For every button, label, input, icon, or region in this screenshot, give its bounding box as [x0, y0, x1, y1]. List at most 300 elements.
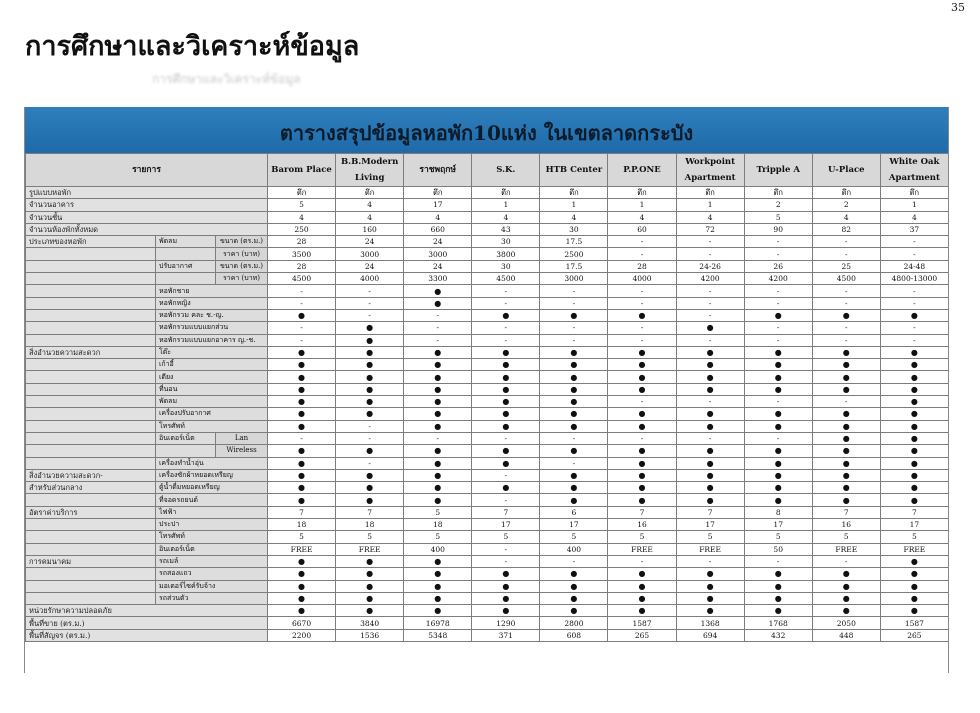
table-row [26, 457, 949, 469]
table-cell: ● [880, 408, 948, 420]
table-cell: ● [404, 371, 472, 383]
table-cell: ● [472, 580, 540, 592]
table-cell: ● [336, 592, 404, 604]
table-cell: ● [744, 445, 812, 457]
row-subcategory [156, 248, 216, 260]
table-cell: ● [608, 445, 676, 457]
table-cell: - [744, 285, 812, 297]
row-unit: ขนาด (ตร.ม.) [216, 260, 268, 272]
table-cell: ● [472, 396, 540, 408]
table-cell: ● [472, 457, 540, 469]
table-cell: ● [676, 371, 744, 383]
row-subcategory: อินเตอร์เน็ต [156, 543, 268, 555]
table-cell: 4 [472, 211, 540, 223]
table-cell: - [744, 322, 812, 334]
row-category [26, 322, 156, 334]
table-cell: ● [880, 469, 948, 481]
table-cell: 7 [608, 506, 676, 518]
row-subcategory: มอเตอร์ไซค์รับจ้าง [156, 580, 268, 592]
table-cell: ● [608, 494, 676, 506]
table-cell: ● [404, 408, 472, 420]
row-subcategory: เครื่องทำน้ำอุ่น [156, 457, 268, 469]
table-cell: 82 [812, 223, 880, 235]
table-cell: ● [540, 371, 608, 383]
table-cell: ● [472, 482, 540, 494]
table-cell: - [812, 322, 880, 334]
table-cell: ● [404, 297, 472, 309]
table-row [26, 273, 949, 285]
row-subcategory: โทรศัพท์ [156, 420, 268, 432]
table-cell: ● [608, 469, 676, 481]
table-cell: ● [268, 568, 336, 580]
row-category [26, 445, 156, 457]
table-cell: - [744, 432, 812, 444]
table-cell: - [472, 322, 540, 334]
table-cell: 17 [472, 519, 540, 531]
table-cell: ● [404, 396, 472, 408]
table-cell: - [676, 236, 744, 248]
table-cell: 24-26 [676, 260, 744, 272]
table-cell: ● [404, 592, 472, 604]
table-cell: ● [880, 592, 948, 604]
table-row [26, 605, 949, 617]
table-row [26, 346, 949, 358]
table-cell: - [472, 494, 540, 506]
table-cell: 265 [608, 629, 676, 641]
ghost-subtitle: การศึกษาและวิเคราะห์ข้อมูล [152, 72, 301, 86]
table-cell: - [812, 334, 880, 346]
row-subcategory: ปรับอากาศ [156, 260, 216, 272]
table-cell: ● [676, 580, 744, 592]
row-category: ประเภทของหอพัก [26, 236, 156, 248]
table-cell: ตึก [608, 187, 676, 199]
table-cell: 250 [268, 223, 336, 235]
table-cell: 4 [676, 211, 744, 223]
table-cell: ● [404, 555, 472, 567]
row-subcategory: เครื่องซักผ้าหยอดเหรียญ [156, 469, 268, 481]
table-cell: 3500 [268, 248, 336, 260]
page-title: การศึกษาและวิเคราะห์ข้อมูล [25, 31, 360, 62]
table-cell: ● [744, 420, 812, 432]
table-cell: - [268, 432, 336, 444]
table-cell: ● [540, 309, 608, 321]
table-cell: 17 [744, 519, 812, 531]
table-cell: 5 [880, 531, 948, 543]
table-cell: - [744, 334, 812, 346]
table-cell: ● [404, 605, 472, 617]
table-cell: - [744, 396, 812, 408]
table-cell: ● [268, 359, 336, 371]
table-cell: ● [744, 494, 812, 506]
row-subcategory: โต๊ะ [156, 346, 268, 358]
table-cell: ● [744, 408, 812, 420]
row-category [26, 420, 156, 432]
table-cell: ● [268, 494, 336, 506]
table-cell: ● [540, 592, 608, 604]
table-cell: 1587 [608, 617, 676, 629]
table-cell: ● [472, 408, 540, 420]
table-cell: 43 [472, 223, 540, 235]
table-cell: ● [880, 494, 948, 506]
table-cell: - [744, 555, 812, 567]
table-cell: ● [812, 371, 880, 383]
table-cell: ● [812, 346, 880, 358]
table-cell: 4 [268, 211, 336, 223]
table-cell: ● [812, 408, 880, 420]
row-category: การคมนาคม [26, 555, 156, 567]
dormitory-summary-table [25, 153, 949, 642]
row-subcategory: ที่นอน [156, 383, 268, 395]
table-cell: ● [812, 309, 880, 321]
row-subcategory: หอพักรวม คละ ช.-ญ. [156, 309, 268, 321]
table-row [26, 506, 949, 518]
row-subcategory: พัดลม [156, 236, 216, 248]
table-cell: 4 [880, 211, 948, 223]
table-cell: 660 [404, 223, 472, 235]
table-row [26, 519, 949, 531]
table-cell: ตึก [880, 187, 948, 199]
table-cell: ● [812, 592, 880, 604]
table-cell: ● [880, 457, 948, 469]
table-cell: ● [880, 346, 948, 358]
table-cell: ● [744, 383, 812, 395]
table-row [26, 432, 949, 444]
table-cell: ตึก [472, 187, 540, 199]
table-cell: ● [268, 309, 336, 321]
table-cell: 400 [404, 543, 472, 555]
table-cell: ● [812, 432, 880, 444]
table-row [26, 359, 949, 371]
row-subcategory [156, 445, 216, 457]
table-cell: ● [608, 383, 676, 395]
row-subcategory: เตียง [156, 371, 268, 383]
table-cell: FREE [812, 543, 880, 555]
header-label: รายการ [26, 154, 268, 187]
table-cell: ● [336, 482, 404, 494]
row-unit: ราคา (บาท) [216, 273, 268, 285]
row-subcategory: ที่จอดรถยนต์ [156, 494, 268, 506]
table-cell: 28 [268, 260, 336, 272]
row-category [26, 297, 156, 309]
table-cell: ● [268, 555, 336, 567]
table-cell: ● [336, 555, 404, 567]
table-cell: ● [336, 580, 404, 592]
row-subcategory: รถส่วนตัว [156, 592, 268, 604]
table-cell: ● [608, 482, 676, 494]
table-row [26, 531, 949, 543]
table-cell: 25 [812, 260, 880, 272]
table-cell: ● [268, 346, 336, 358]
table-row [26, 285, 949, 297]
table-cell: ● [744, 457, 812, 469]
table-cell: 24 [404, 236, 472, 248]
row-subcategory: รถเมล์ [156, 555, 268, 567]
table-cell: 18 [336, 519, 404, 531]
table-row [26, 568, 949, 580]
row-category: สิ่งอำนวยความสะดวก [26, 346, 156, 358]
table-cell: 1 [540, 199, 608, 211]
table-cell: - [812, 285, 880, 297]
table-cell: - [608, 322, 676, 334]
table-cell: - [540, 555, 608, 567]
row-unit: ราคา (บาท) [216, 248, 268, 260]
table-cell: - [472, 334, 540, 346]
table-cell: - [404, 432, 472, 444]
table-cell: 5 [608, 531, 676, 543]
table-cell: ● [744, 482, 812, 494]
table-cell: ● [608, 605, 676, 617]
table-cell: ● [608, 371, 676, 383]
table-cell: ● [676, 482, 744, 494]
row-category: จำนวนชั้น [26, 211, 268, 223]
table-cell: ● [744, 605, 812, 617]
table-cell: ● [744, 359, 812, 371]
table-cell: ● [472, 346, 540, 358]
table-cell: ● [268, 420, 336, 432]
table-cell: ● [336, 568, 404, 580]
row-category [26, 334, 156, 346]
table-cell: ● [880, 555, 948, 567]
column-header: ราชพฤกษ์ [404, 154, 472, 187]
table-cell: 17 [880, 519, 948, 531]
table-cell: 18 [268, 519, 336, 531]
row-subcategory [156, 273, 216, 285]
table-cell: - [404, 322, 472, 334]
table-cell: 160 [336, 223, 404, 235]
table-cell: ● [540, 396, 608, 408]
table-cell: ● [268, 396, 336, 408]
table-cell: ● [268, 592, 336, 604]
table-cell: ● [336, 383, 404, 395]
table-cell: ● [336, 494, 404, 506]
table-cell: 26 [744, 260, 812, 272]
table-cell: - [880, 285, 948, 297]
table-cell: ● [404, 494, 472, 506]
table-cell: 90 [744, 223, 812, 235]
table-cell: ● [744, 346, 812, 358]
table-cell: ● [472, 359, 540, 371]
table-cell: - [336, 285, 404, 297]
table-cell: - [676, 334, 744, 346]
table-cell: 60 [608, 223, 676, 235]
table-cell: 72 [676, 223, 744, 235]
table-cell: ● [744, 592, 812, 604]
table-cell: 7 [880, 506, 948, 518]
table-cell: ● [880, 580, 948, 592]
column-header: U-Place [812, 154, 880, 187]
table-cell: - [812, 297, 880, 309]
table-cell: ● [608, 592, 676, 604]
table-cell: ● [540, 359, 608, 371]
table-row [26, 260, 949, 272]
row-category [26, 359, 156, 371]
table-cell: ● [540, 420, 608, 432]
row-subcategory: ประปา [156, 519, 268, 531]
table-cell: ● [404, 285, 472, 297]
table-cell: - [676, 396, 744, 408]
table-row [26, 309, 949, 321]
row-category: สำหรับส่วนกลาง [26, 482, 156, 494]
table-row [26, 236, 949, 248]
table-cell: ● [812, 469, 880, 481]
row-category [26, 432, 156, 444]
table-cell: ● [880, 445, 948, 457]
table-cell: ● [472, 383, 540, 395]
table-cell: ● [472, 309, 540, 321]
table-cell: 3800 [472, 248, 540, 260]
table-cell: ตึก [540, 187, 608, 199]
table-cell: 50 [744, 543, 812, 555]
table-title: ตารางสรุปข้อมูลหอพัก10แห่ง ในเขตลาดกระบัง [25, 107, 948, 153]
table-cell: - [472, 555, 540, 567]
table-cell: ● [744, 371, 812, 383]
table-cell: - [268, 297, 336, 309]
table-cell: ● [676, 383, 744, 395]
table-cell: ● [268, 605, 336, 617]
table-cell: - [472, 543, 540, 555]
row-subcategory: หอพักรวมแบบแยกอาคาร ญ.-ช. [156, 334, 268, 346]
table-cell: 17.5 [540, 236, 608, 248]
table-cell: 24-48 [880, 260, 948, 272]
table-cell: ● [676, 408, 744, 420]
table-cell: 1768 [744, 617, 812, 629]
table-cell: - [608, 432, 676, 444]
table-cell: - [880, 248, 948, 260]
table-cell: ● [812, 420, 880, 432]
table-cell: ● [404, 346, 472, 358]
table-cell: ● [268, 383, 336, 395]
table-cell: ● [336, 445, 404, 457]
table-cell: ตึก [268, 187, 336, 199]
table-cell: ● [812, 359, 880, 371]
table-cell: ● [404, 383, 472, 395]
table-cell: ● [676, 469, 744, 481]
row-subcategory: ตู้น้ำดื่มหยอดเหรียญ [156, 482, 268, 494]
table-row [26, 396, 949, 408]
table-cell: 17 [676, 519, 744, 531]
table-cell: 1368 [676, 617, 744, 629]
table-row [26, 322, 949, 334]
table-cell: - [540, 432, 608, 444]
table-row [26, 187, 949, 199]
table-cell: 24 [404, 260, 472, 272]
table-cell: FREE [676, 543, 744, 555]
table-row [26, 334, 949, 346]
table-cell: 3840 [336, 617, 404, 629]
table-cell: ● [268, 408, 336, 420]
table-cell: 28 [268, 236, 336, 248]
table-row [26, 297, 949, 309]
table-cell: ● [676, 322, 744, 334]
table-cell: ● [540, 605, 608, 617]
table-cell: - [472, 285, 540, 297]
table-cell: 4500 [268, 273, 336, 285]
table-cell: - [676, 285, 744, 297]
table-cell: - [608, 248, 676, 260]
table-cell: 28 [608, 260, 676, 272]
row-category [26, 568, 156, 580]
table-cell: ตึก [336, 187, 404, 199]
table-cell: ● [608, 420, 676, 432]
table-cell: 265 [880, 629, 948, 641]
table-cell: - [608, 334, 676, 346]
table-cell: - [676, 248, 744, 260]
table-cell: ตึก [404, 187, 472, 199]
table-cell: 4000 [608, 273, 676, 285]
table-cell: ● [404, 469, 472, 481]
row-category [26, 494, 156, 506]
table-cell: ● [676, 346, 744, 358]
table-cell: ● [676, 457, 744, 469]
table-row [26, 383, 949, 395]
table-cell: ● [676, 445, 744, 457]
table-cell: 371 [472, 629, 540, 641]
row-subcategory: รถสองแถว [156, 568, 268, 580]
table-row [26, 617, 949, 629]
table-cell: ● [336, 359, 404, 371]
table-cell: ตึก [744, 187, 812, 199]
table-cell: ● [812, 605, 880, 617]
row-subcategory: หอพักชาย [156, 285, 268, 297]
table-header-row [26, 154, 949, 187]
table-cell: FREE [880, 543, 948, 555]
row-category [26, 273, 156, 285]
column-header: S.K. [472, 154, 540, 187]
column-header: Workpoint Apartment [676, 154, 744, 187]
table-cell: ● [336, 396, 404, 408]
table-cell: ● [540, 580, 608, 592]
table-cell: ● [880, 371, 948, 383]
row-category [26, 531, 156, 543]
table-cell: - [540, 297, 608, 309]
table-cell: - [472, 297, 540, 309]
table-body [26, 187, 949, 642]
table-cell: 17 [540, 519, 608, 531]
table-cell: - [880, 236, 948, 248]
table-cell: ตึก [812, 187, 880, 199]
row-unit: Lan [216, 432, 268, 444]
table-cell: ● [608, 408, 676, 420]
row-category [26, 309, 156, 321]
table-cell: 24 [336, 260, 404, 272]
table-cell: 5 [268, 531, 336, 543]
table-cell: 2500 [540, 248, 608, 260]
table-row [26, 482, 949, 494]
table-cell: ● [540, 383, 608, 395]
table-row [26, 494, 949, 506]
table-cell: 4800-13000 [880, 273, 948, 285]
row-category: จำนวนห้องพักทั้งหมด [26, 223, 268, 235]
table-cell: 16978 [404, 617, 472, 629]
table-cell: ● [404, 580, 472, 592]
table-cell: 7 [676, 506, 744, 518]
table-cell: ● [404, 482, 472, 494]
column-header: White Oak Apartment [880, 154, 948, 187]
table-cell: ● [540, 408, 608, 420]
table-cell: 1587 [880, 617, 948, 629]
table-cell: - [744, 248, 812, 260]
table-cell: ● [336, 605, 404, 617]
row-subcategory: พัดลม [156, 396, 268, 408]
table-cell: 1 [472, 199, 540, 211]
table-cell: - [744, 297, 812, 309]
table-cell: - [676, 309, 744, 321]
table-cell: ● [268, 371, 336, 383]
table-cell: ● [880, 482, 948, 494]
table-row [26, 420, 949, 432]
table-cell: - [472, 432, 540, 444]
table-cell: 3000 [540, 273, 608, 285]
